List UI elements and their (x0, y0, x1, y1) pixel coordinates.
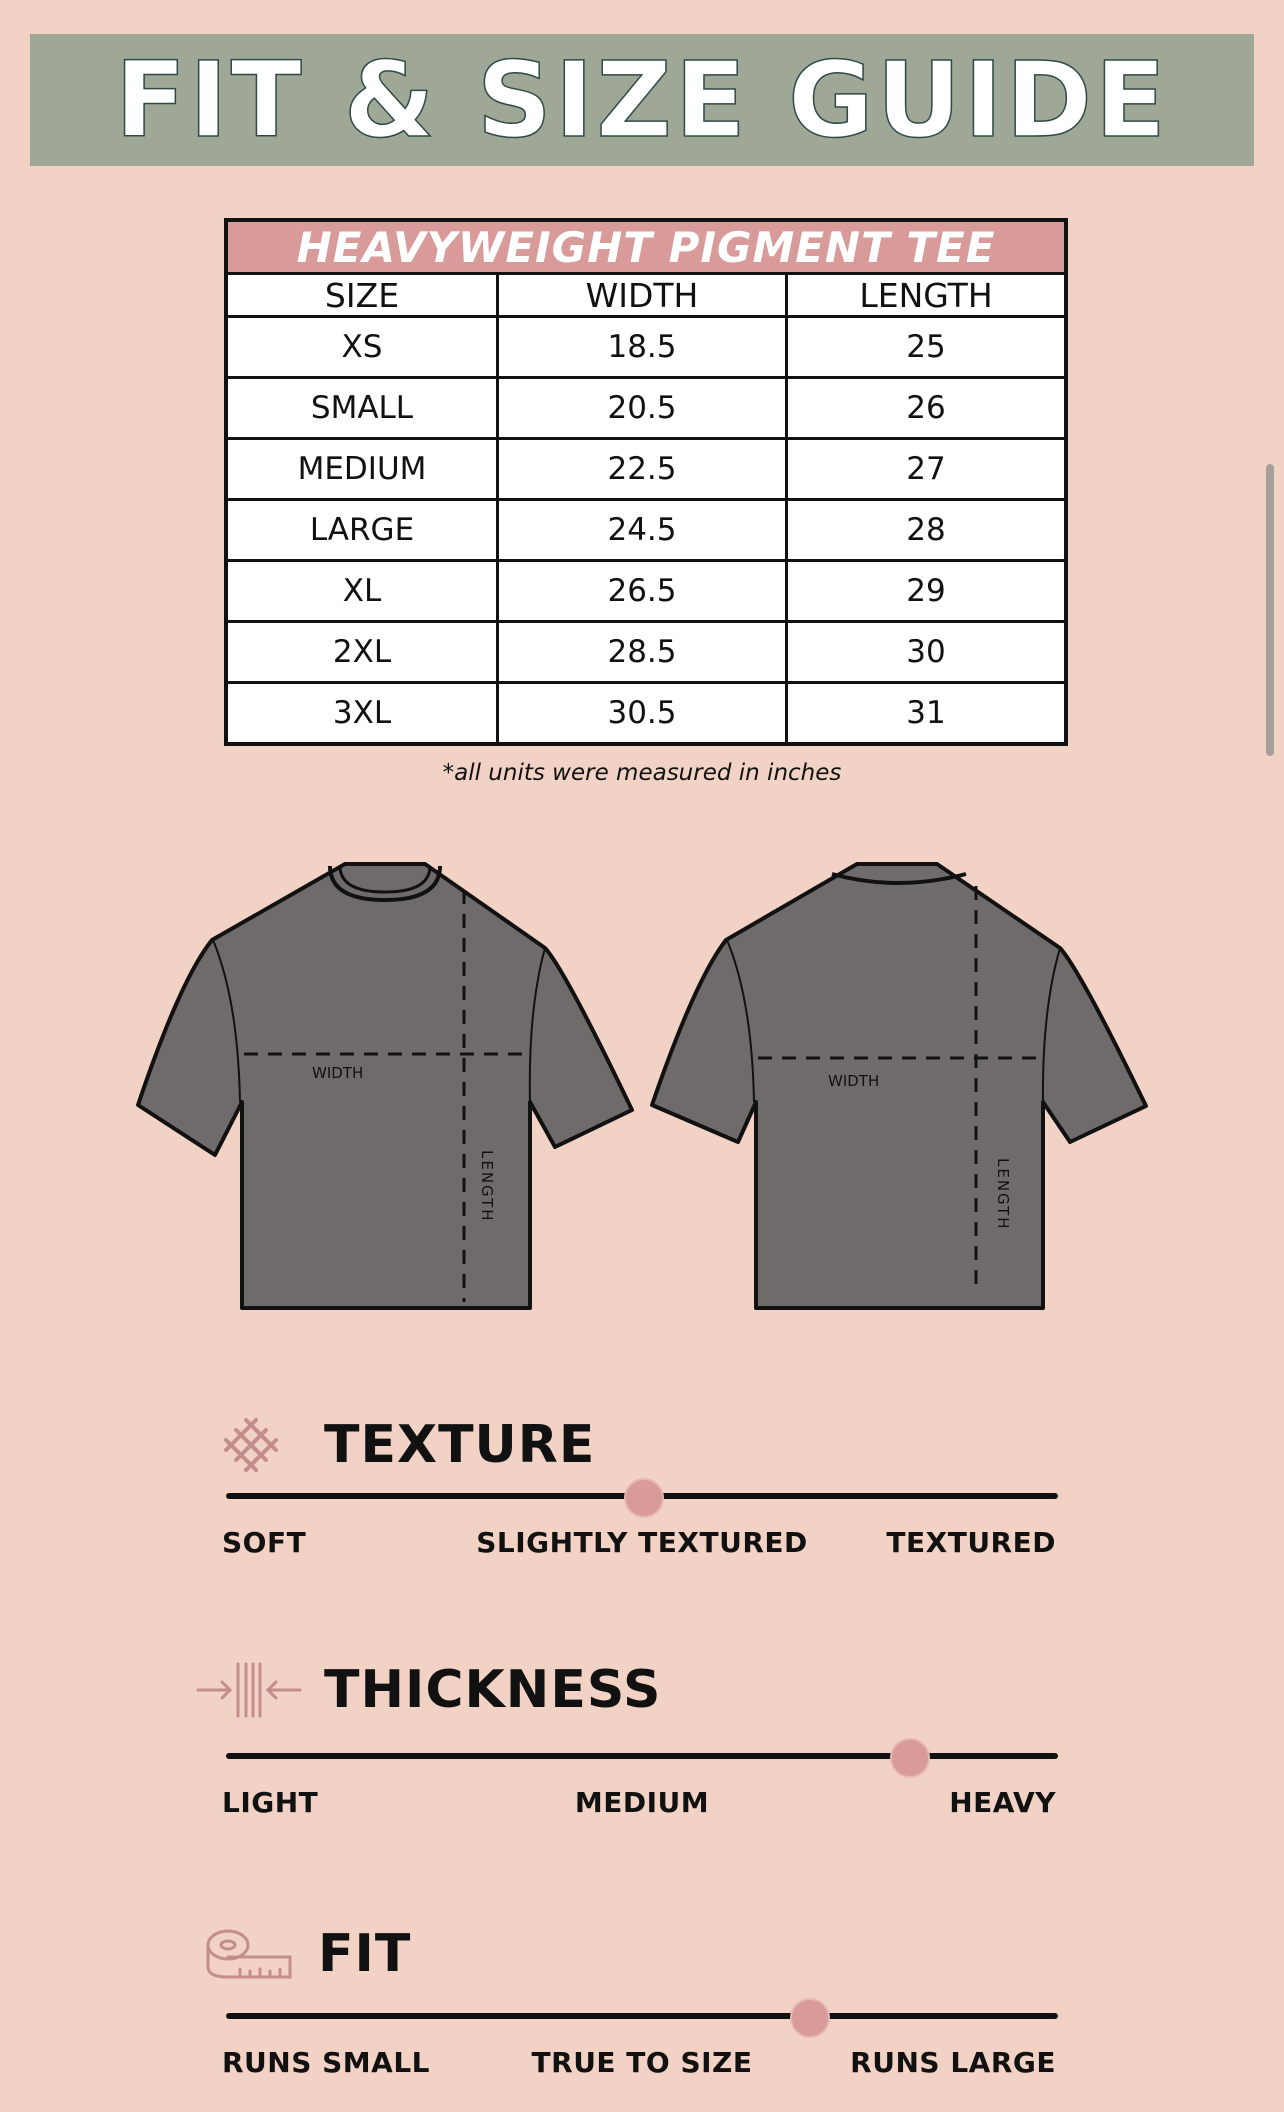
vertical-scrollbar[interactable] (1266, 464, 1274, 756)
width-cell: 24.5 (499, 501, 788, 559)
texture-label-left: SOFT (222, 1526, 307, 1559)
fit-indicator (790, 1998, 830, 2038)
texture-label-right: TEXTURED (886, 1526, 1056, 1559)
width-cell: 18.5 (499, 318, 788, 376)
size-cell: XS (228, 318, 499, 376)
fit-scale (0, 1924, 1284, 2094)
length-cell: 29 (906, 573, 946, 609)
page-title: FIT & SIZE GUIDE (115, 39, 1169, 161)
back-tshirt-diagram (652, 864, 1146, 1308)
table-row (228, 318, 1064, 379)
column-header-length: LENGTH (859, 275, 993, 315)
thickness-label-right: HEAVY (949, 1786, 1056, 1819)
measuring-tape-icon (206, 1927, 292, 1981)
width-cell: 30.5 (499, 684, 788, 742)
compress-arrows-icon (196, 1660, 302, 1720)
thickness-title: THICKNESS (324, 1660, 662, 1720)
column-header-width: WIDTH (499, 275, 788, 315)
thickness-indicator (890, 1738, 930, 1778)
length-cell: 28 (906, 512, 946, 548)
size-cell: LARGE (228, 501, 499, 559)
size-cell: 3XL (228, 684, 499, 742)
fit-track (226, 2013, 1058, 2019)
back-length-label: LENGTH (994, 1158, 1012, 1231)
thickness-track (226, 1753, 1058, 1759)
header-banner (30, 34, 1254, 166)
length-cell: 31 (906, 695, 946, 731)
table-row (228, 501, 1064, 562)
fit-label-middle: TRUE TO SIZE (531, 2046, 753, 2079)
fit-heading (206, 1924, 411, 1984)
size-cell: XL (228, 562, 499, 620)
length-cell: 30 (906, 634, 946, 670)
fit-label-left: RUNS SMALL (222, 2046, 431, 2079)
size-cell: MEDIUM (228, 440, 499, 498)
front-width-label: WIDTH (312, 1064, 364, 1082)
front-tshirt-diagram (138, 864, 632, 1308)
size-cell: 2XL (228, 623, 499, 681)
width-cell: 26.5 (499, 562, 788, 620)
back-tshirt-icon (652, 864, 1146, 1308)
table-row (228, 440, 1064, 501)
woven-texture-icon (216, 1410, 286, 1480)
column-header-size: SIZE (228, 275, 499, 315)
front-length-label: LENGTH (478, 1150, 496, 1223)
tshirt-diagrams (0, 840, 1284, 1320)
table-header-row (228, 275, 1064, 318)
texture-title: TEXTURE (324, 1415, 596, 1475)
table-row (228, 684, 1064, 742)
back-width-label: WIDTH (828, 1072, 880, 1090)
length-cell: 25 (906, 329, 946, 365)
table-row (228, 379, 1064, 440)
width-cell: 20.5 (499, 379, 788, 437)
size-chart-table (224, 218, 1068, 746)
size-cell: SMALL (228, 379, 499, 437)
texture-label-middle: SLIGHTLY TEXTURED (476, 1526, 808, 1559)
fit-title: FIT (318, 1924, 412, 1984)
texture-scale (0, 1400, 1284, 1570)
length-cell: 27 (906, 451, 946, 487)
width-cell: 28.5 (499, 623, 788, 681)
table-row (228, 623, 1064, 684)
length-cell: 26 (906, 390, 946, 426)
texture-indicator (624, 1478, 664, 1518)
size-chart-title: HEAVYWEIGHT PIGMENT TEE (228, 222, 1064, 275)
fit-label-right: RUNS LARGE (850, 2046, 1056, 2079)
thickness-label-left: LIGHT (222, 1786, 319, 1819)
table-row (228, 562, 1064, 623)
width-cell: 22.5 (499, 440, 788, 498)
front-tshirt-icon (138, 864, 632, 1308)
texture-heading (216, 1410, 595, 1480)
thickness-scale (0, 1660, 1284, 1830)
thickness-label-middle: MEDIUM (574, 1786, 710, 1819)
units-note: *all units were measured in inches (442, 760, 842, 786)
thickness-heading (196, 1660, 661, 1720)
